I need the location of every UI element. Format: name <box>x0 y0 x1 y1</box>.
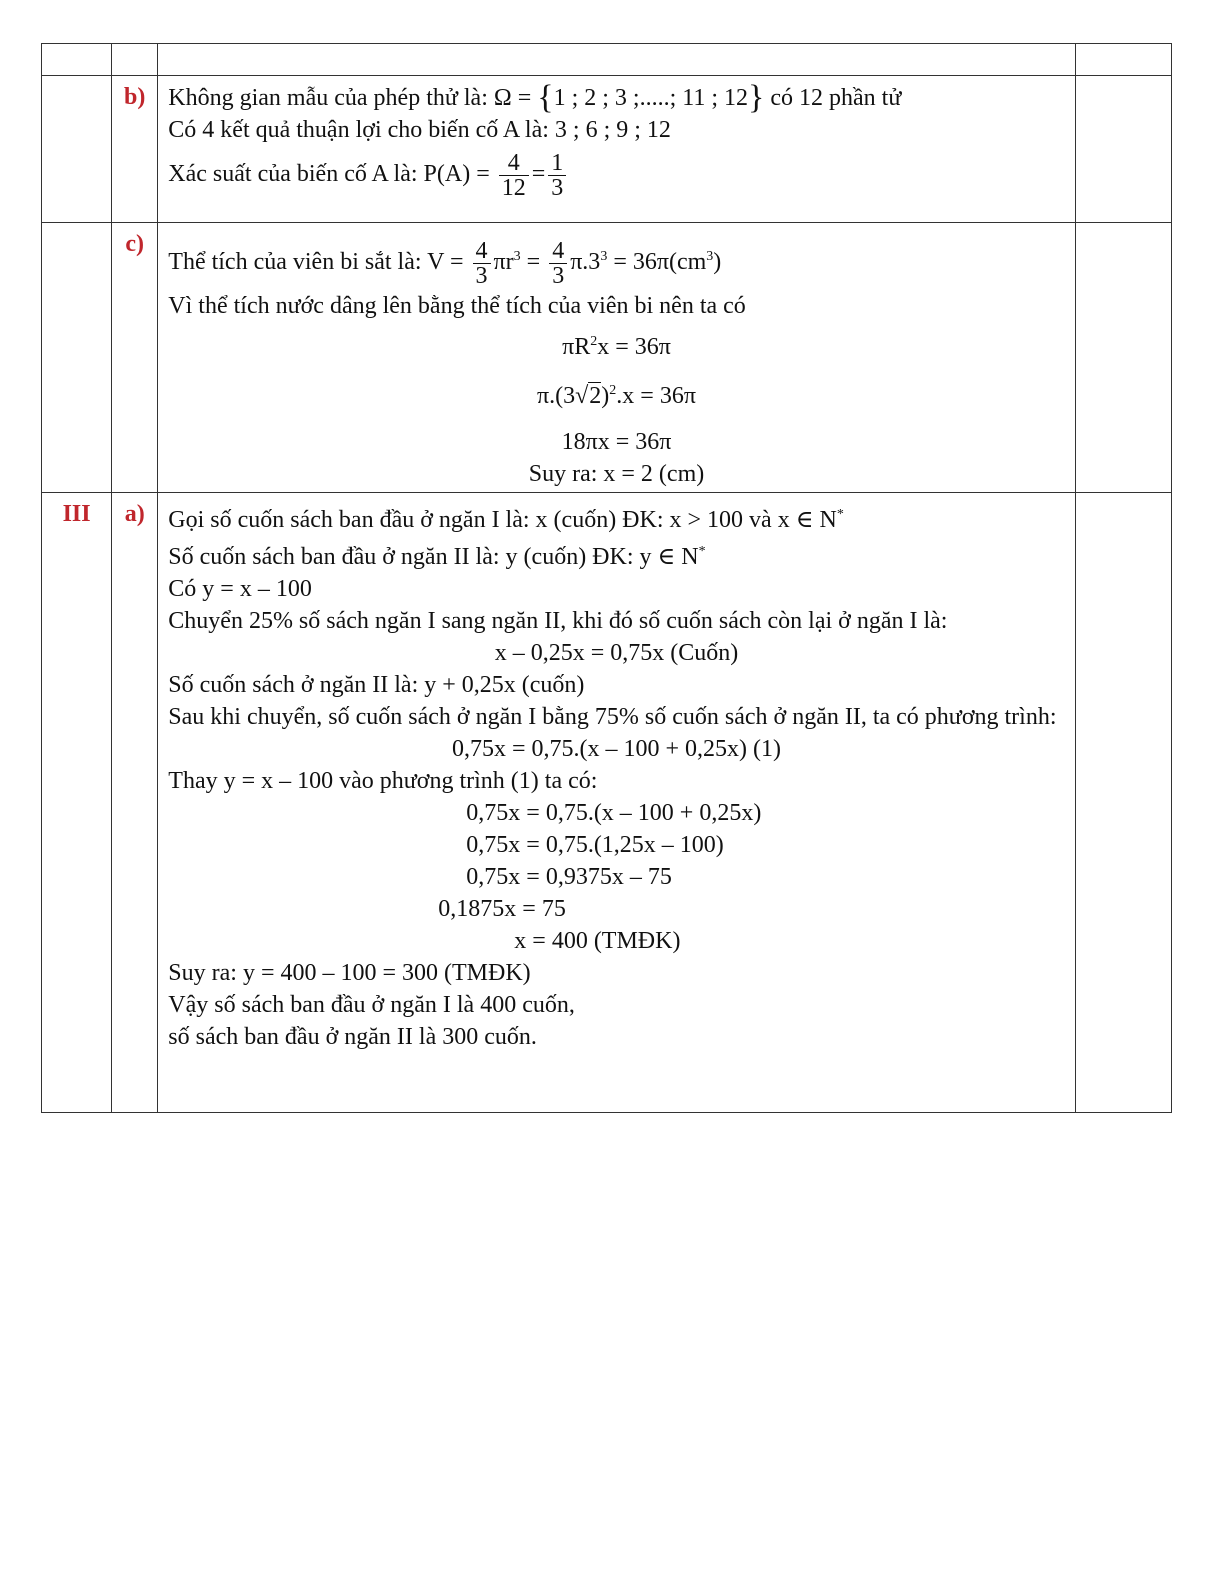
paren-close: ) <box>713 249 722 275</box>
brace-open: { <box>537 79 554 116</box>
text: Không gian mẫu của phép thử là: <box>168 85 494 111</box>
text: Thể tích của viên bi sắt là: <box>168 249 428 275</box>
score-cell <box>1075 76 1171 223</box>
numerator: 1 <box>548 151 566 176</box>
text-line: Sau khi chuyển, số cuốn sách ở ngăn I bằng 75% số cuốn sách ở ngăn II, ta có phương trình: <box>168 704 1057 730</box>
part-label: c) <box>112 223 158 493</box>
exponent: 2 <box>590 334 598 349</box>
fraction <box>548 151 566 200</box>
equation-line: 0,1875x = 75 <box>438 896 566 922</box>
v-expr: V = <box>427 249 470 275</box>
equals: = <box>520 249 547 275</box>
explanation-line: Vì thể tích nước dâng lên bằng thể tích của viên bi nên ta có <box>168 293 746 319</box>
expr: x = 36π <box>597 334 671 360</box>
part-label: b) <box>112 76 158 223</box>
text-line <box>168 499 1064 536</box>
pi-r: πr <box>493 249 514 275</box>
part-label: a) <box>112 493 158 1113</box>
text-line: Vậy số sách ban đầu ở ngăn I là 400 cuốn, <box>168 992 575 1018</box>
score-cell <box>1075 223 1171 493</box>
denominator: 3 <box>475 262 488 289</box>
expr: π.(3 <box>537 383 576 409</box>
exponent: 3 <box>600 249 608 264</box>
table-row-header <box>42 44 1172 76</box>
equation-line: x – 0,25x = 0,75x (Cuốn) <box>494 640 739 666</box>
text-line <box>168 536 1064 573</box>
denominator: 3 <box>551 174 564 201</box>
equation-line: 0,75x = 0,9375x – 75 <box>466 864 672 890</box>
text: Xác suất của biến cố A là: <box>168 161 424 187</box>
denominator: 3 <box>552 262 565 289</box>
table-row-part-b <box>42 76 1172 223</box>
equation-line <box>168 375 1064 412</box>
star: * <box>836 507 844 522</box>
content-cell <box>158 44 1075 76</box>
equals: = <box>531 161 546 187</box>
text: Số cuốn sách ban đầu ở ngăn II là: y (cuốn) ĐK: y ∈ N <box>168 544 699 570</box>
numerator: 4 <box>499 151 529 176</box>
table-row-part-c <box>42 223 1172 493</box>
section-cell <box>42 44 112 76</box>
equation-line: 0,75x = 0,75.(x – 100 + 0,25x) <box>466 800 762 826</box>
sample-space-line <box>168 79 1064 116</box>
fraction <box>473 239 491 288</box>
section-cell <box>42 76 112 223</box>
section-cell: III <box>42 493 112 1113</box>
omega-symbol: Ω = <box>493 85 538 111</box>
exponent: 3 <box>706 249 714 264</box>
numerator: 4 <box>473 239 491 264</box>
expr: ) <box>601 383 610 409</box>
content-cell <box>158 76 1075 223</box>
denominator: 12 <box>501 174 526 201</box>
exponent: 2 <box>609 383 617 398</box>
pi-three: π.3 <box>570 249 601 275</box>
probability-line <box>168 146 1064 202</box>
score-cell <box>1075 493 1171 1113</box>
section-cell <box>42 223 112 493</box>
sqrt-icon: √ <box>575 383 589 409</box>
content-cell <box>158 493 1075 1113</box>
prob-expr: P(A) = <box>423 161 496 187</box>
table-row-section-iii <box>42 493 1172 1113</box>
sample-set: 1 ; 2 ; 3 ;.....; 11 ; 12 <box>553 85 749 111</box>
equation-line: 18πx = 36π <box>561 429 672 455</box>
text-line: Số cuốn sách ở ngăn II là: y + 0,25x (cuốn) <box>168 672 585 698</box>
equation-line: 0,75x = 0,75.(1,25x – 100) <box>466 832 724 858</box>
star: * <box>698 544 706 559</box>
text-line: Thay y = x – 100 vào phương trình (1) ta có: <box>168 768 598 794</box>
equation-line: x = 400 (TMĐK) <box>514 928 681 954</box>
volume-line <box>168 229 1064 290</box>
fraction <box>549 239 567 288</box>
text-line: Chuyển 25% số sách ngăn I sang ngăn II, khi đó số cuốn sách còn lại ở ngăn I là: <box>168 608 948 634</box>
answer-table <box>41 43 1172 1113</box>
text-line: số sách ban đầu ở ngăn II là 300 cuốn. <box>168 1024 537 1050</box>
result: = 36π(cm <box>607 249 707 275</box>
equation-line: 0,75x = 0,75.(x – 100 + 0,25x) (1) <box>451 736 782 762</box>
expr: .x = 36π <box>616 383 696 409</box>
expr: πR <box>562 334 591 360</box>
score-cell <box>1075 44 1171 76</box>
exponent: 3 <box>513 249 521 264</box>
text: có 12 phần tử <box>764 85 902 111</box>
brace-close: } <box>748 79 765 116</box>
fraction <box>499 151 529 200</box>
text: Gọi số cuốn sách ban đầu ở ngăn I là: x (cuốn) ĐK: x > 100 và x ∈ N <box>168 507 837 533</box>
equation-line <box>168 326 1064 363</box>
favorable-line: Có 4 kết quả thuận lợi cho biến cố A là: 3 ; 6 ; 9 ; 12 <box>168 117 671 143</box>
conclusion-line: Suy ra: x = 2 (cm) <box>528 461 705 487</box>
radicand: 2 <box>589 383 602 409</box>
content-cell <box>158 223 1075 493</box>
text-line: Suy ra: y = 400 – 100 = 300 (TMĐK) <box>168 960 531 986</box>
part-cell <box>112 44 158 76</box>
numerator: 4 <box>549 239 567 264</box>
text-line: Có y = x – 100 <box>168 576 312 602</box>
